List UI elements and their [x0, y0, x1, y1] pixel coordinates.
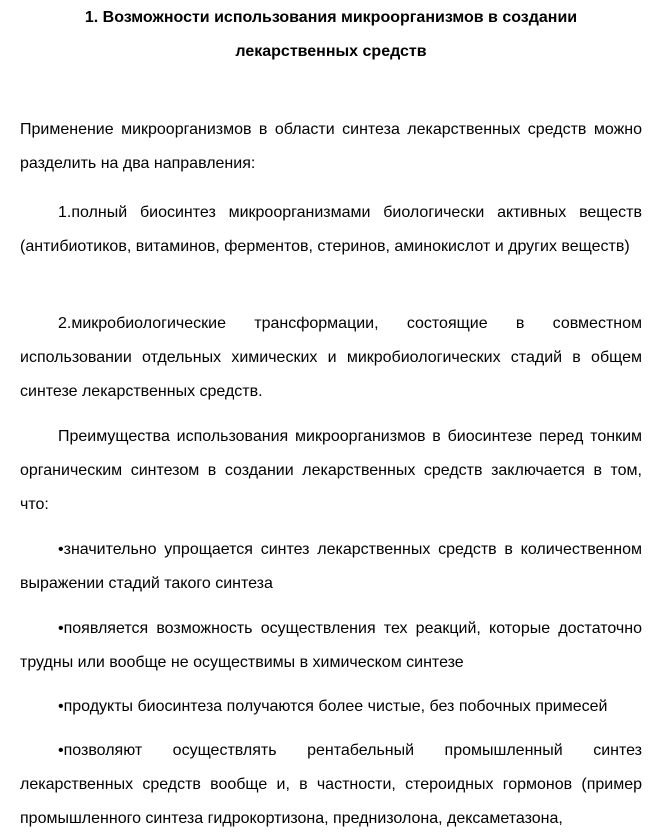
direction-1-paragraph: 1.полный биосинтез микроорганизмами биологически активных веществ (антибиотиков, витаминов, ферментов, стеринов, аминокислот и других веществ) [20, 204, 642, 255]
intro-paragraph: Применение микроорганизмов в области синтеза лекарственных средств можно разделить на два направления: [20, 121, 642, 172]
bullet-item: •значительно упрощается синтез лекарственных средств в количественном выражении стадий такого синтеза [20, 541, 642, 592]
section-title-line-2: лекарственных средств [235, 43, 427, 60]
bullet-item: •позволяют осуществлять рентабельный промышленный синтез лекарственных средств вообще и, в частности, стероидных гормонов (пример промышленного синтеза гидрокортизона, преднизолона, дексаметазона, [20, 742, 642, 827]
bullet-item: •продукты биосинтеза получаются более чистые, без побочных примесей [58, 698, 608, 715]
section-title-line-1: 1. Возможности использования микроорганизмов в создании [84, 9, 578, 26]
direction-2-paragraph: 2.микробиологические трансформации, состоящие в совместном использовании отдельных химических и микробиологических стадий в общем синтезе лекарственных средств. [20, 315, 642, 400]
bullet-item: •появляется возможность осуществления тех реакций, которые достаточно трудны или вообще не осуществимы в химическом синтезе [20, 620, 642, 671]
advantages-paragraph: Преимущества использования микроорганизмов в биосинтезе перед тонким органическим синтезом в создании лекарственных средств заключается в том, что: [20, 428, 642, 513]
